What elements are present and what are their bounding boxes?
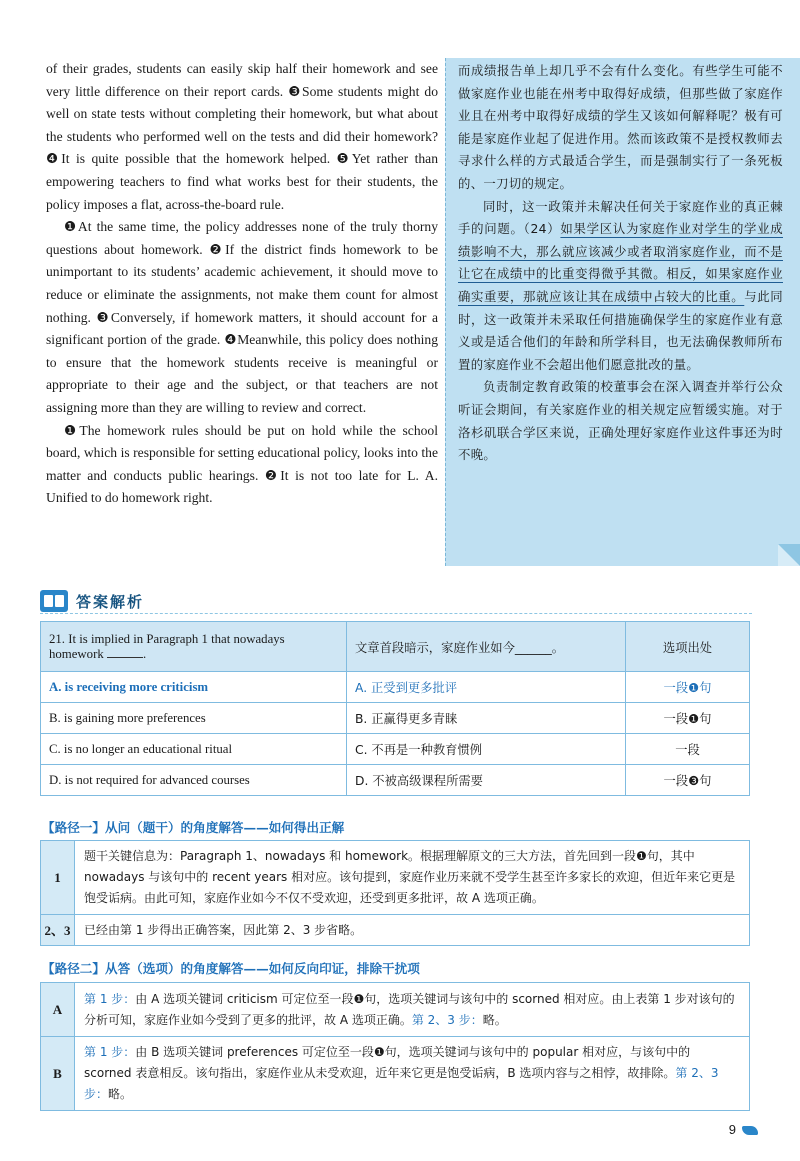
option-row-c [41, 734, 750, 765]
page-number: 9 [728, 1122, 736, 1137]
answer-analysis-heading [40, 588, 144, 614]
underlined-answer-sentence: 如果学区认为家庭作业对学生的学业成绩影响不大，那么就应该减少或者取消家庭作业，而不是让它在成绩中的比重变得微乎其微。相反，如果家庭作业确实重要，那就应该让其在成绩中占较大的比重。 [458, 221, 783, 304]
option-zh: A. 正受到更多批评 [347, 672, 626, 703]
chinese-translation [458, 60, 783, 467]
source-header: 选项出处 [626, 622, 750, 672]
option-analysis-row-b [41, 1037, 750, 1111]
option-row-d [41, 765, 750, 796]
english-paragraph-1: of their grades, students can easily skip half their homework and see very little difference on their report cards. ❸Some students might do well on state tests without completing their homework, but what about the students who performed well on the tests and did their homework? ❹It is quite possible that the homework helped. ❺Yet rather than empowering teachers to find what works best for their students, the policy imposes a flat, across-the-board rule. [46, 61, 438, 212]
option-zh: D. 不被高级课程所需要 [347, 765, 626, 796]
option-en: A. is receiving more criticism [41, 672, 347, 703]
option-row-b [41, 703, 750, 734]
chinese-paragraph-1: 而成绩报告单上却几乎不会有什么变化。有些学生可能不做家庭作业也能在州考中取得好成绩，但那些做了家庭作业且在州考中取得好成绩的学生又该如何解释呢？极有可能是家庭作业起了促进作用。然而该政策不是授权教师去寻求什么样的方式最适合学生，而是强制实行了一条死板的、一刀切的规定。 [458, 63, 783, 191]
step-key: 2、3 [41, 915, 75, 946]
path-one-step-row [41, 841, 750, 915]
option-analysis-row-a [41, 983, 750, 1037]
step-key: 1 [41, 841, 75, 915]
answer-blank [107, 657, 143, 658]
path-one-step-row [41, 915, 750, 946]
section-title: 答案解析 [76, 592, 145, 611]
step-label: 第 1 步： [84, 1045, 136, 1059]
chinese-paragraph-2-end: 与此同时，这一政策并未采取任何措施确保学生的家庭作业有意义或是适合他们的年龄和所学科目，也无法确保教师所布置的家庭作业不会超出他们愿意批改的量。 [458, 288, 783, 372]
passage-section [40, 58, 783, 566]
page-corner-icon [742, 1126, 758, 1135]
option-en: C. is no longer an educational ritual [41, 734, 347, 765]
english-paragraph-3: ❶The homework rules should be put on hold while the school board, which is responsible for setting educational policy, looks into the matter and conducts public hearings. ❷It is not too late for L. A. Unified to do homework right. [46, 422, 438, 506]
path-two-title: 【路径二】从答（选项）的角度解答——如何反向印证，排除干扰项 [42, 961, 420, 976]
divider [40, 613, 752, 614]
analysis-tail: 略。 [482, 1012, 507, 1027]
step-text: 题干关键信息为：Paragraph 1、nowadays 和 homework。根据理解原文的三大方法，首先回到一段❶句，其中 nowadays 与该句中的 recent years 相对应。该句提到，家庭作业历来就不受学生甚至许多家长的欢迎，但近年来它更是饱受诟病。由此可知，家庭作业如今不仅不受欢迎，还受到更多批评，故 A 选项正确。 [75, 841, 750, 915]
step-label: 第 2、3 步： [411, 1012, 483, 1027]
english-paragraph-2: ❶At the same time, the policy addresses none of the truly thorny questions about homework. ❷If the district finds homework to be unimportant to its students’ academic achievement, it should move to reduce or eliminate the assignments, not make them count for almost nothing. ❸Conversely, if homework matters, it should account for a significant portion of the grade. ❹Meanwhile, this policy does nothing to ensure that the homework students receive is meaningful or appropriate to their age and the subject, or that teachers are not assigning more than they are willing to review and correct. [46, 219, 438, 415]
question-header-row [41, 622, 750, 672]
option-row-a [41, 672, 750, 703]
chinese-paragraph-2 [458, 196, 783, 377]
english-passage [46, 58, 438, 510]
option-en: B. is gaining more preferences [41, 703, 347, 734]
option-source: 一段❶句 [626, 703, 750, 734]
analysis-tail: 略。 [108, 1087, 133, 1101]
path-one-title: 【路径一】从问（题干）的角度解答——如何得出正解 [42, 820, 345, 835]
path-two-table [40, 982, 750, 1111]
chinese-paragraph-3: 负责制定教育政策的校董事会在深入调查并举行公众听证会期间，有关家庭作业的相关规定应暂缓实施。对于洛杉矶联合学区来说，正确处理好家庭作业这件事还为时不晚。 [458, 379, 783, 463]
option-source: 一段 [626, 734, 750, 765]
page-fold-decoration [778, 544, 800, 566]
question-table [40, 621, 750, 796]
option-source: 一段❶句 [626, 672, 750, 703]
step-label: 第 1 步： [84, 991, 136, 1006]
open-book-icon [40, 590, 68, 612]
analysis-text: 由 A 选项关键词 criticism 可定位至一段❶句，选项关键词与该句中的 scorned 相对应。由上表第 1 步对该句的分析可知，家庭作业如今受到了更多的批评，故 A 选项正确。 [84, 991, 735, 1027]
option-zh: B. 正赢得更多青睐 [347, 703, 626, 734]
question-stem-zh: 文章首段暗示，家庭作业如今______。 [347, 622, 626, 672]
option-zh: C. 不再是一种教育惯例 [347, 734, 626, 765]
step-label: 第 2、3 步： [84, 1066, 719, 1101]
option-analysis [75, 983, 750, 1037]
option-key: A [41, 983, 75, 1037]
question-stem-en: 21. It is implied in Paragraph 1 that nowadays homework . [41, 622, 347, 672]
chinese-translation-panel [445, 58, 800, 566]
option-source: 一段❸句 [626, 765, 750, 796]
step-text: 已经由第 1 步得出正确答案，因此第 2、3 步省略。 [75, 915, 750, 946]
chinese-paragraph-2-start: 同时，这一政策并未解决任何关于家庭作业的真正棘手的问题。（24） [458, 198, 783, 237]
option-en: D. is not required for advanced courses [41, 765, 347, 796]
option-analysis [75, 1037, 750, 1111]
path-one-table [40, 840, 750, 946]
option-key: B [41, 1037, 75, 1111]
analysis-text: 由 B 选项关键词 preferences 可定位至一段❶句，选项关键词与该句中的 popular 相对应，与该句中的 scorned 表意相反。该句指出，家庭作业从未受欢迎，近年来它更是饱受诟病，B 选项内容与之相悖，故排除。 [84, 1045, 691, 1080]
